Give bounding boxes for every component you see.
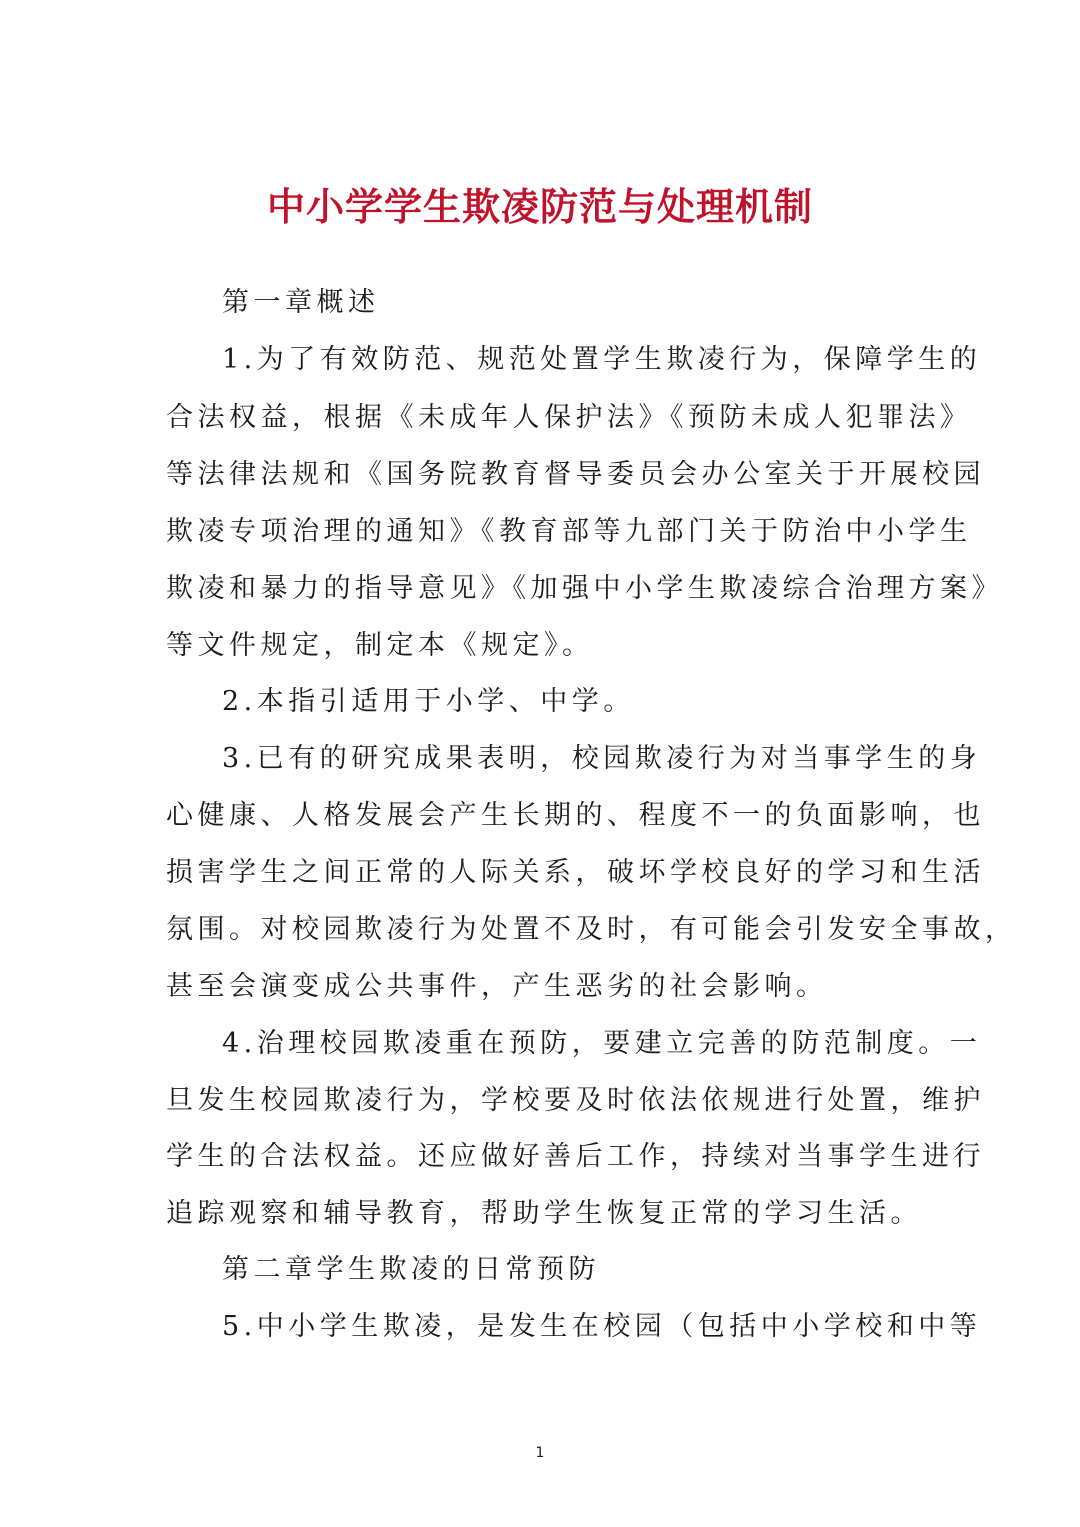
paragraph-line: 等法律法规和《国务院教育督导委员会办公室关于开展校园 [166,459,985,490]
paragraph-line: 欺凌专项治理的通知》《教育部等九部门关于防治中小学生 [166,516,972,547]
paragraph-line: 氛围。对校园欺凌行为处置不及时，有可能会引发安全事故， [166,914,1017,945]
paragraph-line: 追踪观察和辅导教育，帮助学生恢复正常的学习生活。 [166,1198,922,1229]
page-number: 1 [535,1445,545,1461]
paragraph-line: 4.治理校园欺凌重在预防，要建立完善的防范制度。一 [222,1028,982,1059]
paragraph-line: 学生的合法权益。还应做好善后工作，持续对当事学生进行 [166,1141,985,1172]
paragraph-line: 1.为了有效防范、规范处置学生欺凌行为，保障学生的 [222,344,982,375]
paragraph-line: 心健康、人格发展会产生长期的、程度不一的负面影响，也 [166,800,985,831]
chapter-heading: 第一章概述 [222,287,380,318]
paragraph-line: 2.本指引适用于小学、中学。 [222,686,635,717]
paragraph-line: 甚至会演变成公共事件，产生恶劣的社会影响。 [166,971,828,1002]
paragraph-line: 旦发生校园欺凌行为，学校要及时依法依规进行处置，维护 [166,1085,985,1116]
paragraph-line: 合法权益，根据《未成年人保护法》《预防未成人犯罪法》 [166,402,972,433]
paragraph-line: 欺凌和暴力的指导意见》《加强中小学生欺凌综合治理方案》 [166,573,1003,604]
paragraph-line: 等文件规定，制定本《规定》。 [166,630,594,661]
chapter-heading: 第二章学生欺凌的日常预防 [222,1254,600,1285]
paragraph-line: 3.已有的研究成果表明，校园欺凌行为对当事学生的身 [222,743,982,774]
paragraph-line: 损害学生之间正常的人际关系，破坏学校良好的学习和生活 [166,857,985,888]
document-title: 中小学学生欺凌防范与处理机制 [266,184,813,229]
paragraph-line: 5.中小学生欺凌，是发生在校园（包括中小学校和中等 [222,1311,982,1342]
